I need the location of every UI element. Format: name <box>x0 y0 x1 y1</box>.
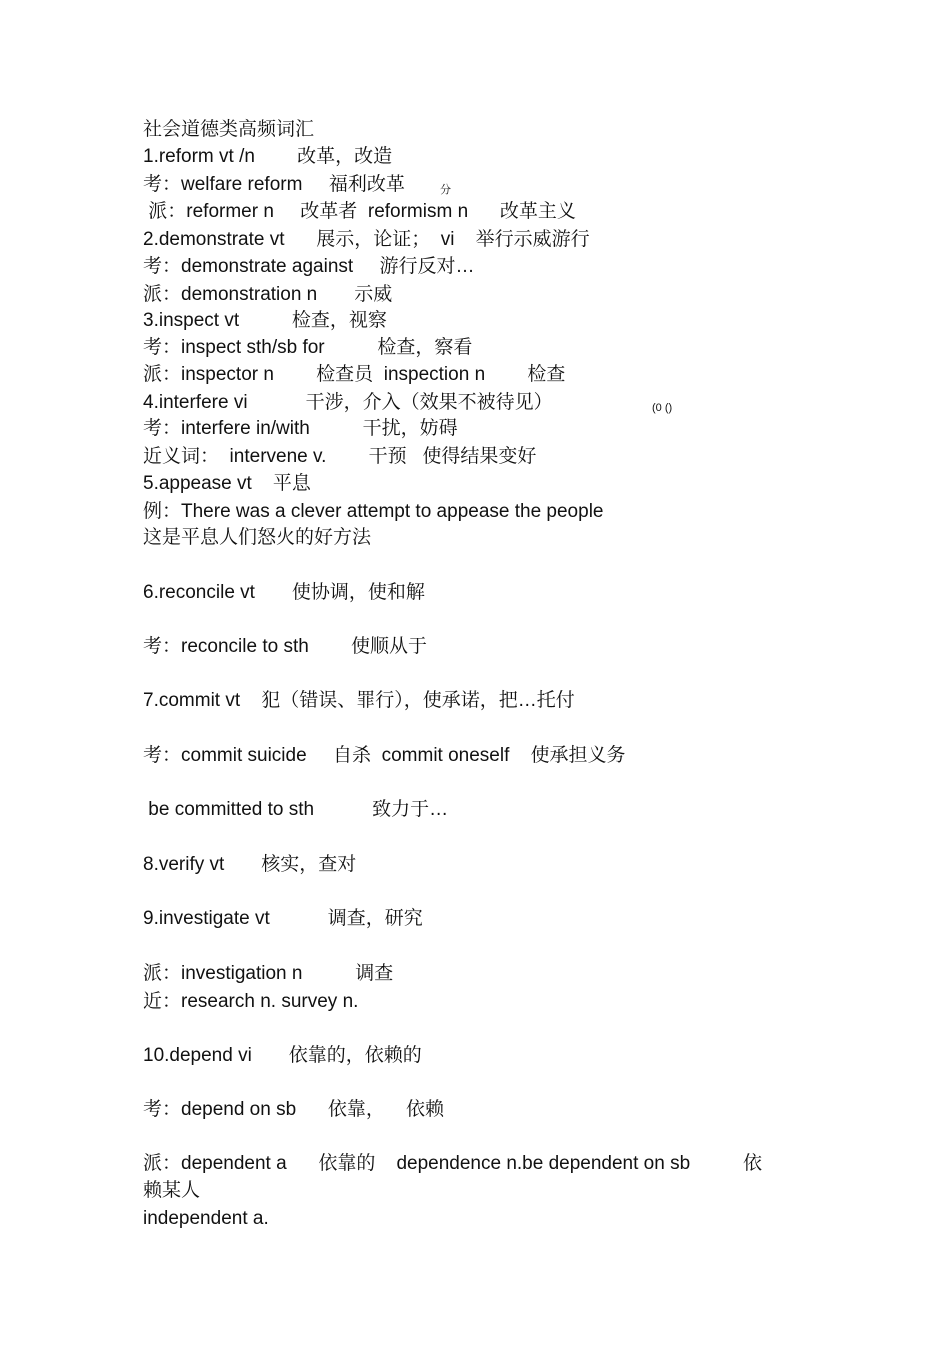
entry-line: 考：commit suicide 自杀 commit oneself 使承担义务 <box>143 745 626 766</box>
entry-line: 考：interfere in/with 干扰，妨碍 <box>143 418 458 439</box>
entry-line: 4.interfere vi 干涉，介入（效果不被待见） <box>143 392 553 413</box>
entry-line: 6.reconcile vt 使协调，使和解 <box>143 582 425 603</box>
page-title: 社会道德类高频词汇 <box>143 119 315 140</box>
entry-line: be committed to sth 致力于… <box>143 799 449 820</box>
entry-line: 派：reformer n 改革者 reformism n 改革主义 <box>143 201 576 222</box>
entry-line: 10.depend vi 依靠的，依赖的 <box>143 1045 422 1066</box>
entry-line: 考：welfare reform 福利改革 <box>143 174 405 195</box>
entry-line: 考：inspect sth/sb for 检查，察看 <box>143 337 473 358</box>
entry-line: 8.verify vt 核实，查对 <box>143 854 357 875</box>
entry-line: 派：demonstration n 示威 <box>143 284 393 305</box>
entry-line: 考：demonstrate against 游行反对… <box>143 256 475 277</box>
entry-line: 5.appease vt 平息 <box>143 473 311 494</box>
entry-line: 派：inspector n 检查员 inspection n 检查 <box>143 364 566 385</box>
entry-line: 赖某人 <box>143 1180 201 1201</box>
margin-annotation: 分 <box>440 184 451 196</box>
entry-line: 考：depend on sb 依靠， 依赖 <box>143 1099 444 1120</box>
entry-line: 7.commit vt 犯（错误、罪行），使承诺，把…托付 <box>143 690 575 711</box>
entry-line: 9.investigate vt 调查，研究 <box>143 908 423 929</box>
entry-line: independent a. <box>143 1208 269 1229</box>
example-line: 例：There was a clever attempt to appease the people <box>143 501 604 522</box>
entry-line: 2.demonstrate vt 展示，论证； vi 举行示威游行 <box>143 229 590 250</box>
entry-line: 1.reform vt /n 改革，改造 <box>143 146 393 167</box>
entry-line: 考：reconcile to sth 使顺从于 <box>143 636 428 657</box>
margin-annotation: (0 () <box>652 402 673 414</box>
entry-line: 近：research n. survey n. <box>143 991 359 1012</box>
entry-line: 派：dependent a 依靠的 dependence n.be dependent on sb 依 <box>143 1153 762 1174</box>
entry-line: 3.inspect vt 检查，视察 <box>143 310 387 331</box>
example-translation: 这是平息人们怒火的好方法 <box>143 527 372 548</box>
entry-line: 派：investigation n 调查 <box>143 963 394 984</box>
entry-line: 近义词： intervene v. 干预 使得结果变好 <box>143 446 537 467</box>
